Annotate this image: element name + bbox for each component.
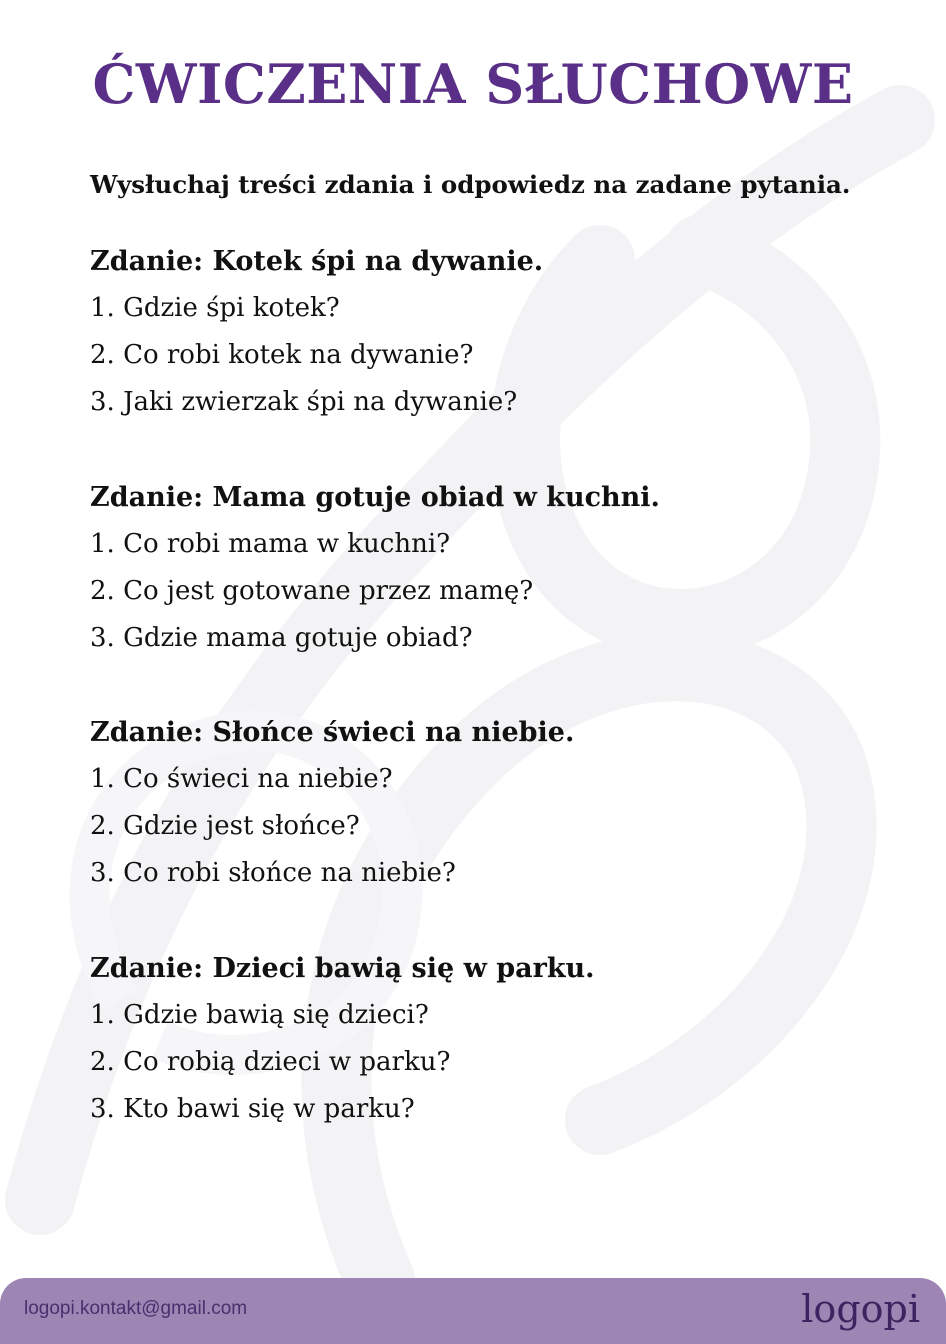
exercise-question: 3. Co robi słońce na niebie? — [90, 858, 456, 888]
exercise-question: 2. Gdzie jest słońce? — [90, 811, 360, 841]
exercise-sentence: Zdanie: Dzieci bawią się w parku. — [90, 953, 595, 984]
instruction-text: Wysłuchaj treści zdania i odpowiedz na zadane pytania. — [90, 170, 851, 199]
exercise-question: 1. Gdzie bawią się dzieci? — [90, 1000, 429, 1030]
exercise-question: 3. Jaki zwierzak śpi na dywanie? — [90, 387, 518, 417]
exercise-question: 3. Gdzie mama gotuje obiad? — [90, 623, 473, 653]
page-title: ĆWICZENIA SŁUCHOWE — [92, 52, 854, 116]
exercise-sentence: Zdanie: Słońce świeci na niebie. — [90, 717, 575, 748]
exercise-question: 2. Co robią dzieci w parku? — [90, 1047, 451, 1077]
exercise-question: 1. Gdzie śpi kotek? — [90, 293, 340, 323]
exercise-question: 1. Co robi mama w kuchni? — [90, 529, 451, 559]
exercise-2 — [90, 481, 890, 655]
exercise-sentence: Zdanie: Mama gotuje obiad w kuchni. — [90, 482, 660, 513]
exercise-sentence: Zdanie: Kotek śpi na dywanie. — [90, 246, 544, 277]
exercise-question: 3. Kto bawi się w parku? — [90, 1094, 415, 1124]
exercise-question: 1. Co świeci na niebie? — [90, 764, 393, 794]
exercise-1 — [90, 245, 890, 419]
brand-logo: logopi — [801, 1287, 920, 1331]
exercise-3 — [90, 716, 890, 890]
footer-bar — [0, 1278, 946, 1344]
exercise-question: 2. Co robi kotek na dywanie? — [90, 340, 474, 370]
exercise-4 — [90, 952, 890, 1126]
exercise-question: 2. Co jest gotowane przez mamę? — [90, 576, 534, 606]
contact-email[interactable]: logopi.kontakt@gmail.com — [24, 1298, 248, 1319]
